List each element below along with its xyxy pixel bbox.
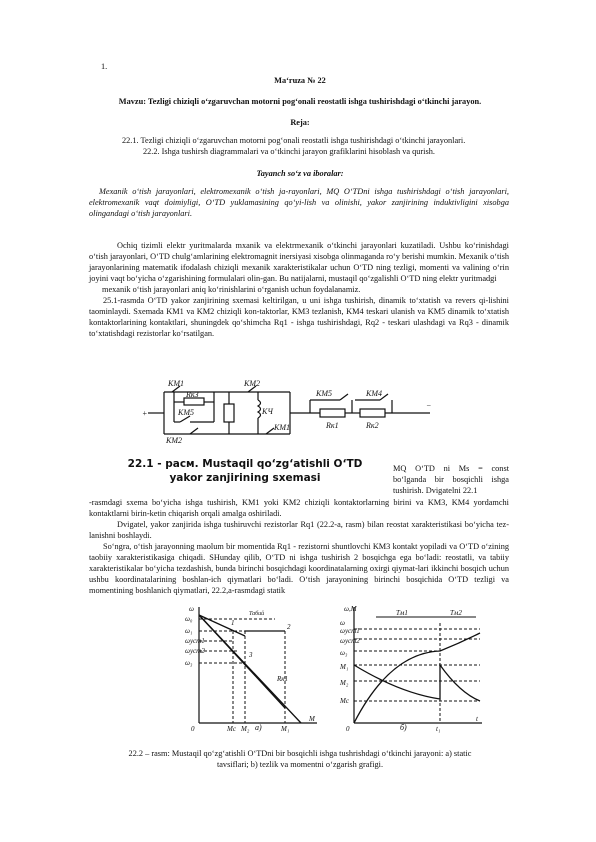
m1-label: M₁ (281, 725, 290, 733)
figure-22-2-caption-line-2: tavsiflari; b) tezlik va momentni o‘zgarish grafigi. (216, 760, 384, 769)
axis-m-label: M (309, 715, 315, 723)
mc-label-b: Mc (340, 697, 349, 705)
paragraph-start-procedure: -rasmdagi sxema bo‘yicha ishga tushirish, KM1 yoki KM2 chiziqli kontaktorlarning birini va KM3, KM4 yordamchi kontaktlarni birin-ketin chiqarish orqali amalga oshiriladi. (89, 498, 509, 518)
tm1-label: Tм1 (396, 609, 408, 617)
paragraph-schematic-description: 25.1-rasmda O‘TD yakor zanjirining sxemasi keltirilgan, u uni ishga tushirish, dinamik to‘xtatish va revers qi-lishini taominlaydi. Sxemada KM1 va KM2 chiziqli kon-taktorlar, KM3 tezlanish, KM4 teskari ulanish va KM5 dinamik to‘xtatish kontaktorlarining kontaktlari, shuningdek qo‘shimcha Rq1 - ishga tushirishdagi, Rq2 - teskari ulashdagi va Rq3 - dinamik to‘xtatishdagi rezistorlar ko‘rsatilgan. (89, 296, 509, 338)
figure-22-2-caption-line-1: 22.2 – rasm: Mustaqil qo‘zg‘atishli O‘TDni bir bosqichli ishga tushrishdagi o‘tkinchi jarayoni: a) static (128, 749, 472, 758)
graph-b-letter: б) (400, 723, 407, 732)
point-3-label: 3 (249, 651, 253, 659)
graph-speed-torque-time (340, 603, 485, 731)
omega3-label: ω₃ (185, 659, 193, 667)
paragraph-two-stages: So‘ngra, o‘tish jarayonning maolum bir momentida Rq1 - rezistorni shuntlovchi KM3 kontakt yopiladi va O‘TD o‘zining taobiiy xarakteristikasiga chiqadi. SHunday qilib, O‘TD ni ishga tushirish 2 bosqichga ega bo‘ladi: reostatli, va tabiiy xarakteristikalar bo‘yicha tezdashish, bunda birinchi bosqichdagi koordinatalarning oxirgi qiymat-lari ikkinchi bosqich uchun ushbu koordinatalarining boshlan-ich qiymatlari bo‘ladi. O‘tish jarayonining birinchi bosqichida O‘TD tezligi va momentining boshlanich qiymatlari, 22.2,a-rasmdagi statik (89, 542, 509, 595)
rk1-label: Rк1 (326, 421, 339, 430)
rk3-label: Rк3 (186, 390, 199, 399)
armature-circuit-schematic (140, 378, 440, 448)
paragraph-intro-cont: mexanik o‘tish jarayonlari aniq ko‘rinishlarini o‘rganish uchun foydalanamiz. (102, 285, 361, 294)
origin-label: 0 (191, 725, 195, 733)
omega-label: ω (340, 619, 345, 627)
keywords-text: Mexanik o‘tish jarayonlari, elektromexanik o‘tish ja-rayonlari, MQ O‘TDni ishga tushirishdagi o‘tish jarayonlari, elektromexanik vaqt doimiyligi, O‘TD yuklamasining qo‘yi-lish va olinishi, yakor zanjirining induktivligini xisobga olingandagi o‘tish jarayonlari. (89, 187, 509, 218)
km5-label-right: KM5 (316, 389, 332, 398)
tm2-label: Tм2 (450, 609, 462, 617)
point-1-label: 1 (231, 619, 235, 627)
axis-omega-m-label: ω,M (344, 605, 357, 613)
omega-ust1-label-b: ωуст1 (340, 627, 360, 635)
t1-label: t₁ (436, 725, 441, 733)
omega0-label: ω₀ (185, 615, 193, 623)
lecture-title: Ma‘ruza № 22 (274, 76, 326, 85)
graph-static-characteristics (185, 603, 321, 731)
keywords-heading: Tayanch so‘z va iboralar: (256, 169, 344, 178)
m1-label-b: M₁ (340, 663, 349, 671)
graph-a-letter: a) (255, 723, 262, 732)
figure-22-1-caption: 22.1 - расм. Mustaqil qo‘zg‘atishli O‘TD yakor zanjirining sxemasi (127, 458, 363, 484)
topic: Mavzu: Tezligi chiziqli o‘zgaruvchan motorni pog‘onali reostatli ishga tushirishdagi o‘tkinchi jarayon. (118, 97, 482, 106)
omega-ust1-label: ωуст1 (185, 637, 205, 645)
omega3-label-b: ω₃ (340, 649, 348, 657)
paragraph-rheostat-acceleration: Dvigatel, yakor zanjirida ishga tushiruvchi rezistorlar Rq1 (22.2-a, rasm) bilan reostat xarakteristikasi bo‘yicha tez-lanishni boshlaydi. (89, 520, 509, 540)
m2-label: M₂ (241, 725, 250, 733)
km2-label: KM2 (244, 379, 260, 388)
omega-ust2-label: ωуст2 (185, 647, 205, 655)
m2-label-b: M₂ (340, 679, 349, 687)
kch-label: КЧ (262, 407, 273, 416)
mc-label: Mc (227, 725, 236, 733)
km4-label: KM4 (366, 389, 382, 398)
omega1-label: ω₁ (185, 627, 193, 635)
natural-characteristic-label: Табий (249, 611, 265, 617)
km5-label-left: KM5 (178, 408, 194, 417)
point-2-label: 2 (287, 623, 291, 631)
omega-ust2-label-b: ωуст2 (340, 637, 360, 645)
plan-heading: Reja: (290, 118, 310, 127)
rk1-characteristic-label: Rк1 (277, 675, 289, 683)
axis-omega-label: ω (189, 605, 194, 613)
plus-terminal-label: + (142, 409, 148, 418)
km1-label: KM1 (168, 379, 184, 388)
paragraph-intro: Ochiq tizimli elektr yuritmalarda mxanik va elektrmexanik o‘tkinchi jarayonlari kuzatiladi. Ushbu ko‘rinishdagi o‘tish jarayonlari, O‘TD chulg‘amlarining elektromagnit inersiyasi xisobga olinmaganda ro‘y berishi mumkin. Mexanik o‘tish jarayonlarining matematik ifodalash chiziqli mexanik xarakteristikalar uchun O‘TD ning tezligi, momenti va valining o‘rin joyini vaqt bo‘yicha o‘zgarishining formulalari olin-gan. Bu natijalarni, mustaqil qo‘zgalishli O‘TD ning elektr yuritmadgi (89, 241, 509, 283)
single-stage-start-intro: MQ O‘TD ni Ms = const bo‘lganda bir bosqichli ishga tushirish. Dvigatelni 22.1 (393, 464, 509, 495)
page-number: 1. (101, 62, 108, 71)
plan-item-2: 22.2. Ishga tushirsh diagrammalari va o‘tkinchi jarayon grafiklarini hisoblash va qurish. (143, 147, 435, 156)
axis-t-label: t (476, 715, 478, 723)
km2-bottom-label: KM2 (166, 436, 182, 445)
minus-terminal-label: − (426, 401, 432, 410)
plan-item-1: 22.1. Tezligi chiziqli o‘zgaruvchan motorni pog‘onali reostatli ishga tushirishdagi o‘tkinchi jarayonlari. (122, 136, 466, 145)
rk2-label: Rк2 (366, 421, 379, 430)
origin-label-b: 0 (346, 725, 350, 733)
km1-bottom-label: KM1 (274, 423, 290, 432)
